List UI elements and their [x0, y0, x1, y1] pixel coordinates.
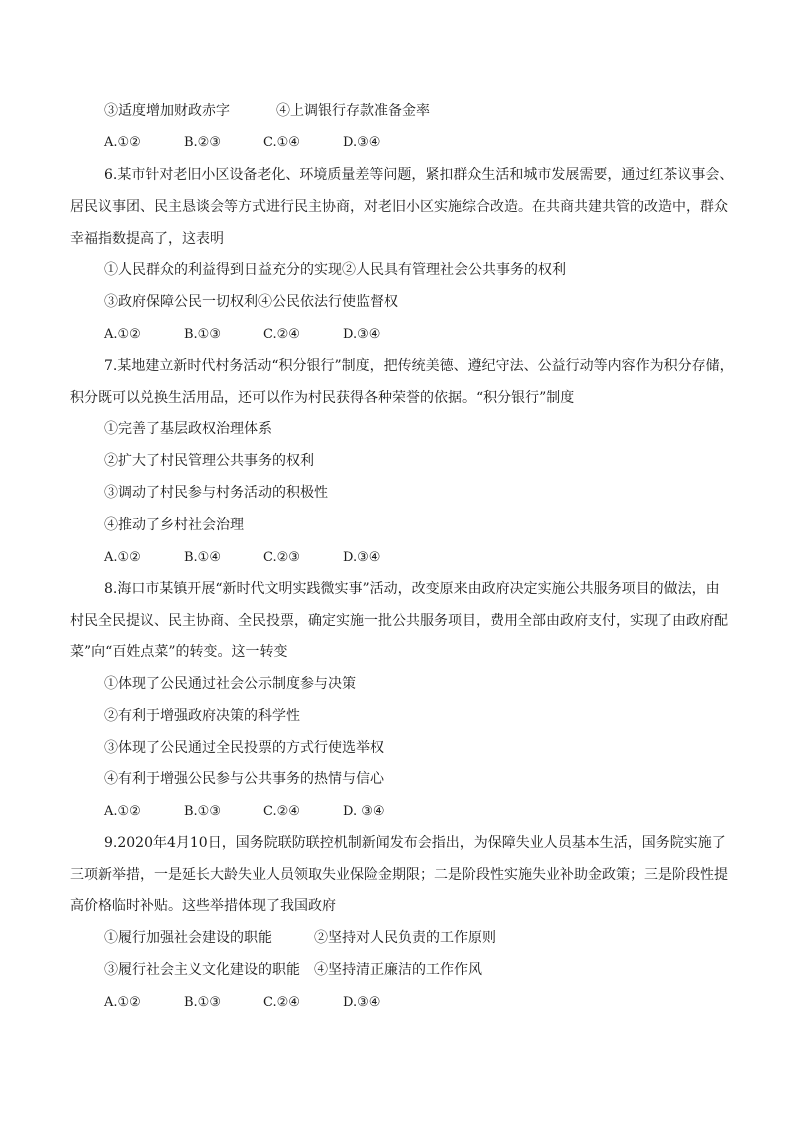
q7-stem-line-2: 积分既可以兑换生活用品，还可以作为村民获得各种荣誉的依据。“积分银行”制度	[70, 390, 575, 406]
q7-option-4: ④推动了乡村社会治理	[104, 517, 244, 533]
q9-option-4: ④坚持清正廉洁的工作作风	[314, 962, 482, 978]
q8-stem-line-3: 菜”向“百姓点菜”的转变。这一转变	[70, 644, 288, 660]
q5-answer-a: A.①②	[104, 135, 141, 150]
q7-option-3: ③调动了村民参与村务活动的积极性	[104, 485, 328, 501]
q5-option-4: ④上调银行存款准备金率	[276, 103, 430, 119]
q7-answer-b: B.①④	[184, 550, 221, 565]
q5-option-3: ③适度增加财政赤字	[104, 103, 230, 119]
q8-answer-b: B.①③	[184, 804, 221, 819]
q6-answer-c: C.②④	[263, 327, 300, 342]
q6-stem-line-3: 幸福指数提高了，这表明	[70, 231, 224, 247]
q9-option-2: ②坚持对人民负责的工作原则	[314, 930, 496, 946]
q8-option-4: ④有利于增强公民参与公共事务的热情与信心	[104, 771, 384, 787]
q9-option-1: ①履行加强社会建设的职能	[104, 930, 272, 946]
q7-option-1: ①完善了基层政权治理体系	[104, 421, 272, 437]
q5-answer-b: B.②③	[184, 135, 221, 150]
q5-answer-c: C.①④	[263, 135, 300, 150]
q7-answer-c: C.②③	[263, 550, 300, 565]
q9-answer-c: C.②④	[263, 995, 300, 1010]
q9-answer-a: A.①②	[104, 995, 141, 1010]
q8-answer-c: C.②④	[263, 804, 300, 819]
q6-answer-a: A.①②	[104, 327, 141, 342]
q8-answer-d: D. ③④	[343, 804, 385, 819]
q9-answer-b: B.①③	[184, 995, 221, 1010]
q8-stem-line-1: 8.海口市某镇开展“新时代文明实践微实事”活动，改变原来由政府决定实施公共服务项目的做法，由	[104, 581, 720, 597]
q8-answer-a: A.①②	[104, 804, 141, 819]
q8-option-2: ②有利于增强政府决策的科学性	[104, 708, 300, 724]
q9-stem-line-3: 高价格临时补贴。这些举措体现了我国政府	[70, 898, 336, 914]
q6-stem-line-1: 6.某市针对老旧小区设备老化、环境质量差等问题，紧扣群众生活和城市发展需要，通过红茶议事会、	[104, 167, 734, 183]
q9-answer-d: D.③④	[343, 995, 381, 1010]
q5-answer-d: D.③④	[343, 135, 381, 150]
q6-answer-d: D.③④	[343, 327, 381, 342]
q6-answer-b: B.①③	[184, 327, 221, 342]
q9-stem-line-2: 三项新举措，一是延长大龄失业人员领取失业保险金期限；二是阶段性实施失业补助金政策；三是阶段性提	[70, 867, 728, 883]
q7-answer-a: A.①②	[104, 550, 141, 565]
q8-option-3: ③体现了公民通过全民投票的方式行使选举权	[104, 740, 384, 756]
q7-answer-d: D.③④	[343, 550, 381, 565]
q6-options-3-4: ③政府保障公民一切权利④公民依法行使监督权	[104, 294, 398, 310]
q7-option-2: ②扩大了村民管理公共事务的权利	[104, 453, 314, 469]
q7-stem-line-1: 7.某地建立新时代村务活动“积分银行”制度，把传统美德、遵纪守法、公益行动等内容作为积分存储，	[104, 358, 734, 374]
q9-stem-line-1: 9.2020年4月10日，国务院联防联控机制新闻发布会指出，为保障失业人员基本生活，国务院实施了	[104, 835, 726, 851]
q6-options-1-2: ①人民群众的利益得到日益充分的实现②人民具有管理社会公共事务的权利	[104, 262, 566, 278]
q8-stem-line-2: 村民全民提议、民主协商、全民投票，确定实施一批公共服务项目，费用全部由政府支付，实现了由政府配	[70, 613, 728, 629]
q9-option-3: ③履行社会主义文化建设的职能	[104, 962, 300, 978]
q6-stem-line-2: 居民议事团、民主恳谈会等方式进行民主协商，对老旧小区实施综合改造。在共商共建共管的改造中，群众	[70, 199, 728, 215]
q8-option-1: ①体现了公民通过社会公示制度参与决策	[104, 676, 356, 692]
